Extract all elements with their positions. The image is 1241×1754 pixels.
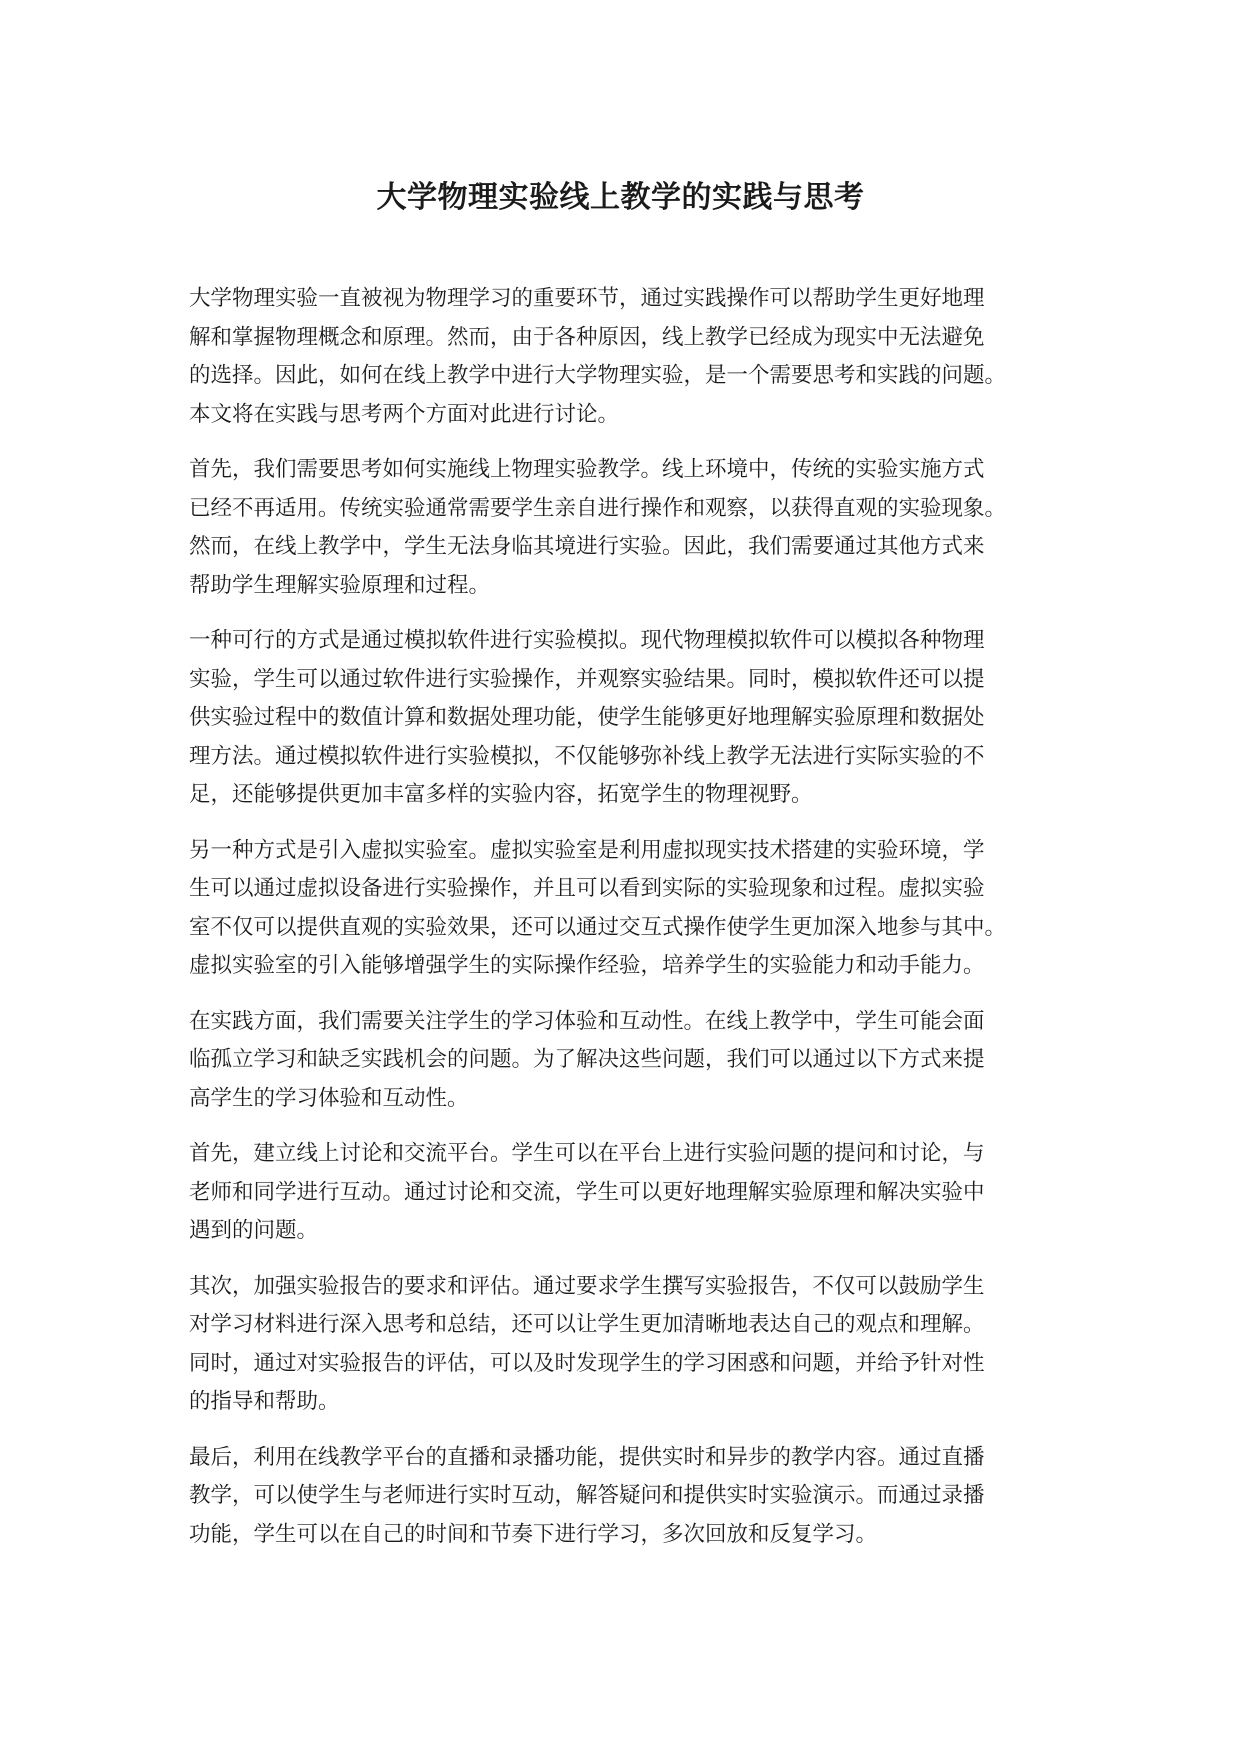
paragraph-line: 的指导和帮助。 [189, 1389, 340, 1414]
paragraph-line: 大学物理实验一直被视为物理学习的重要环节，通过实践操作可以帮助学生更好地理 [189, 286, 985, 311]
paragraph-line: 虚拟实验室的引入能够增强学生的实际操作经验，培养学生的实验能力和动手能力。 [189, 953, 985, 978]
paragraph-7 [189, 1268, 1057, 1422]
paragraph-line: 帮助学生理解实验原理和过程。 [189, 572, 491, 598]
paragraph-line: 的选择。因此，如何在线上教学中进行大学物理实验，是一个需要思考和实践的问题。 [189, 363, 1007, 388]
paragraph-line: 对学习材料进行深入思考和总结，还可以让学生更加清晰地表达自己的观点和理解。 [189, 1312, 985, 1337]
paragraph-line: 首先，建立线上讨论和交流平台。学生可以在平台上进行实验问题的提问和讨论，与 [189, 1141, 985, 1166]
paragraph-line: 另一种方式是引入虚拟实验室。虚拟实验室是利用虚拟现实技术搭建的实验环境，学 [189, 837, 985, 863]
paragraph-line: 供实验过程中的数值计算和数据处理功能，使学生能够更好地理解实验原理和数据处 [189, 705, 985, 730]
paragraph-line: 实验，学生可以通过软件进行实验操作，并观察实验结果。同时，模拟软件还可以提 [189, 666, 985, 692]
paragraph-line: 高学生的学习体验和互动性。 [189, 1085, 469, 1111]
paragraph-3 [189, 622, 1057, 815]
paragraph-line: 同时，通过对实验报告的评估，可以及时发现学生的学习困惑和问题，并给予针对性 [189, 1350, 985, 1376]
paragraph-line: 本文将在实践与思考两个方面对此进行讨论。 [189, 401, 620, 427]
paragraph-line: 首先，我们需要思考如何实施线上物理实验教学。线上环境中，传统的实验实施方式 [189, 457, 985, 482]
paragraph-line: 遇到的问题。 [189, 1218, 319, 1243]
paragraph-line: 功能，学生可以在自己的时间和节奏下进行学习，多次回放和反复学习。 [189, 1521, 878, 1547]
paragraph-line: 一种可行的方式是通过模拟软件进行实验模拟。现代物理模拟软件可以模拟各种物理 [189, 628, 985, 653]
paragraph-6 [189, 1135, 1057, 1251]
paragraph-line: 教学，可以使学生与老师进行实时互动，解答疑问和提供实时实验演示。而通过录播 [189, 1483, 985, 1508]
paragraph-1 [189, 280, 1057, 434]
paragraph-5 [189, 1003, 1057, 1119]
paragraph-2 [189, 451, 1057, 605]
paragraph-line: 理方法。通过模拟软件进行实验模拟，不仅能够弥补线上教学无法进行实际实验的不 [189, 743, 985, 769]
paragraph-line: 在实践方面，我们需要关注学生的学习体验和互动性。在线上教学中，学生可能会面 [189, 1008, 985, 1034]
document-body [189, 280, 1057, 1571]
paragraph-line: 生可以通过虚拟设备进行实验操作，并且可以看到实际的实验现象和过程。虚拟实验 [189, 876, 985, 901]
paragraph-line: 然而，在线上教学中，学生无法身临其境进行实验。因此，我们需要通过其他方式来 [189, 534, 985, 559]
paragraph-4 [189, 832, 1057, 986]
paragraph-line: 足，还能够提供更加丰富多样的实验内容，拓宽学生的物理视野。 [189, 782, 813, 807]
document-title: 大学物理实验线上教学的实践与思考 [376, 180, 865, 215]
paragraph-line: 最后，利用在线教学平台的直播和录播功能，提供实时和异步的教学内容。通过直播 [189, 1444, 985, 1470]
paragraph-8 [189, 1439, 1057, 1555]
paragraph-line: 已经不再适用。传统实验通常需要学生亲自进行操作和观察，以获得直观的实验现象。 [189, 495, 1007, 521]
paragraph-line: 临孤立学习和缺乏实践机会的问题。为了解决这些问题，我们可以通过以下方式来提 [189, 1047, 985, 1072]
paragraph-line: 老师和同学进行互动。通过讨论和交流，学生可以更好地理解实验原理和解决实验中 [189, 1179, 985, 1205]
paragraph-line: 室不仅可以提供直观的实验效果，还可以通过交互式操作使学生更加深入地参与其中。 [189, 914, 1007, 940]
paragraph-line: 解和掌握物理概念和原理。然而，由于各种原因，线上教学已经成为现实中无法避免 [189, 324, 985, 350]
paragraph-line: 其次，加强实验报告的要求和评估。通过要求学生撰写实验报告，不仅可以鼓励学生 [189, 1273, 985, 1299]
